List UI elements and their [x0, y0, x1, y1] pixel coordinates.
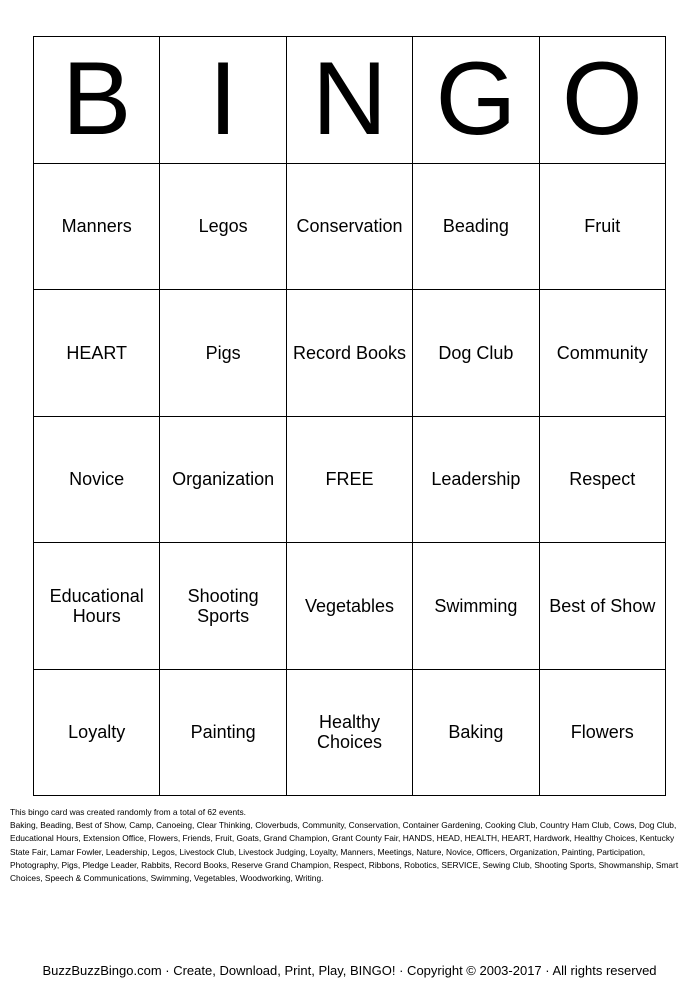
bingo-cell: Leadership	[413, 417, 539, 544]
bingo-cell: Organization	[160, 417, 286, 544]
bingo-card	[33, 36, 666, 796]
bingo-cell: Swimming	[413, 543, 539, 670]
bingo-cell: Vegetables	[287, 543, 413, 670]
bingo-cell: Conservation	[287, 164, 413, 291]
bingo-cell: Pigs	[160, 290, 286, 417]
bingo-cell: Fruit	[540, 164, 666, 291]
bingo-cell: Painting	[160, 670, 286, 797]
footer-copyright: BuzzBuzzBingo.com · Create, Download, Print, Play, BINGO! · Copyright © 2003-2017 · All rights reserved	[42, 963, 657, 978]
header-letter-b: B	[34, 37, 160, 164]
bingo-cell: Loyalty	[34, 670, 160, 797]
bingo-cell: Record Books	[287, 290, 413, 417]
bingo-cell: Respect	[540, 417, 666, 544]
bingo-cell: Flowers	[540, 670, 666, 797]
header-letter-n: N	[287, 37, 413, 164]
bingo-cell: Shooting Sports	[160, 543, 286, 670]
card-info	[10, 806, 692, 885]
bingo-cell: Baking	[413, 670, 539, 797]
card-info-intro: This bingo card was created randomly from a total of 62 events.	[10, 807, 247, 817]
header-letter-g: G	[413, 37, 539, 164]
header-letter-i: I	[160, 37, 286, 164]
bingo-cell: Best of Show	[540, 543, 666, 670]
header-letter-o: O	[540, 37, 666, 164]
bingo-cell: Healthy Choices	[287, 670, 413, 797]
bingo-cell: Community	[540, 290, 666, 417]
free-space-cell: FREE	[287, 417, 413, 544]
card-info-events: Baking, Beading, Best of Show, Camp, Canoeing, Clear Thinking, Cloverbuds, Community, Conservation, Container Gardening, Cooking Club, Country Ham Club, Cows, Dog Club, Educational Hours, Extension Office, Flowers, Friends, Fruit, Goats, Grand Champion, Grant County Fair, HANDS, HEAD, HEALTH, HEART, Hardwork, Healthy Choices, Kentucky State Fair, Lamar Fowler, Leadership, Legos, Livestock Club, Livestock Judging, Loyalty, Manners, Meetings, Nature, Novice, Officers, Organization, Painting, Participation, Photography, Pigs, Pledge Leader, Rabbits, Record Books, Reserve Grand Champion, Respect, Ribbons, Robotics, SERVICE, Sewing Club, Shooting Sports, Showmanship, Smart Choices, Speech & Communications, Swimming, Vegetables, Woodworking, Writing.	[10, 820, 679, 884]
bingo-cell: Legos	[160, 164, 286, 291]
bingo-cell: Beading	[413, 164, 539, 291]
bingo-cell: HEART	[34, 290, 160, 417]
bingo-cell: Educational Hours	[34, 543, 160, 670]
bingo-cell: Novice	[34, 417, 160, 544]
bingo-cell: Dog Club	[413, 290, 539, 417]
bingo-cell: Manners	[34, 164, 160, 291]
